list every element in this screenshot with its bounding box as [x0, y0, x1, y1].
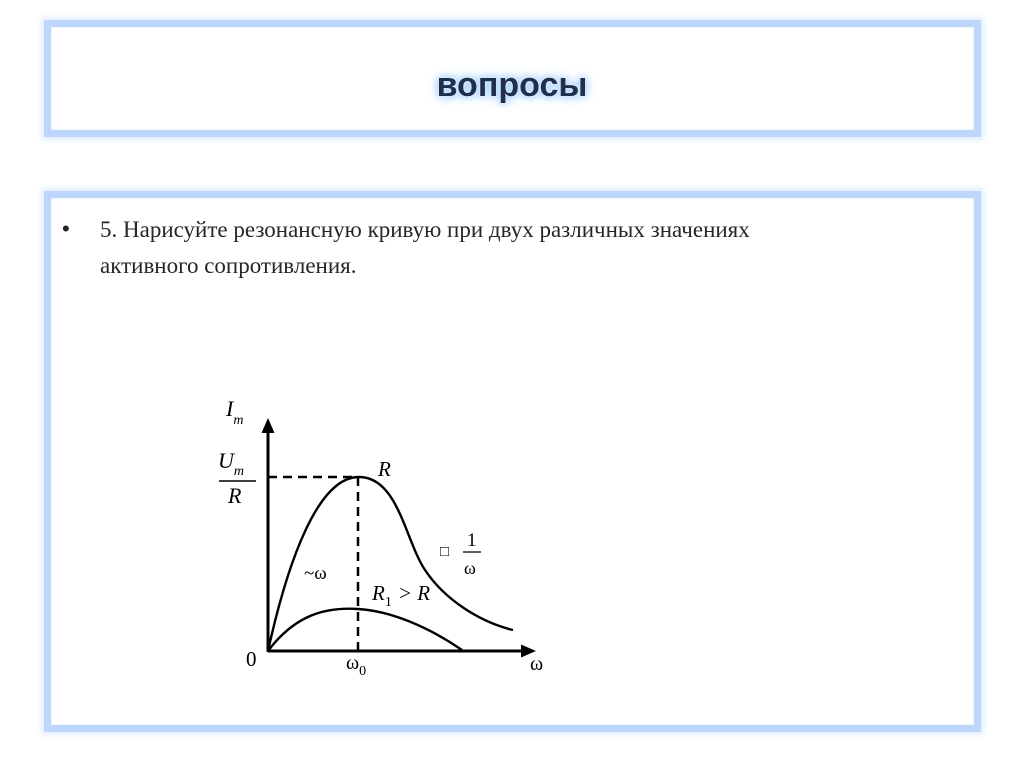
y-axis-label-main: I	[226, 396, 234, 421]
curve-r1-label	[371, 581, 430, 610]
omega0-sub: 0	[359, 664, 367, 679]
curve-r1-main: R	[372, 581, 385, 605]
y-axis-arrow	[262, 418, 275, 433]
omega0-label	[346, 652, 366, 679]
curve-r1-sub: 1	[384, 595, 392, 610]
falling-denominator: ω	[464, 558, 476, 578]
curve-r1-relation: > R	[397, 581, 431, 605]
bullet-marker: •	[62, 216, 70, 241]
peak-numerator	[218, 448, 244, 479]
peak-numerator-main: U	[218, 448, 234, 473]
peak-numerator-sub: m	[233, 464, 245, 479]
rising-slope-label: ~ω	[304, 563, 327, 584]
peak-denominator: R	[228, 483, 242, 508]
y-axis-label	[225, 396, 243, 428]
resonance-curve-r1	[268, 609, 462, 651]
falling-glyph: □	[440, 544, 450, 560]
falling-numerator: 1	[467, 530, 477, 551]
slide-title: вопросы	[436, 66, 588, 104]
curve-r-label: R	[378, 457, 391, 481]
question-line-2: активного сопротивления.	[100, 253, 357, 278]
origin-label: 0	[246, 647, 257, 671]
y-axis-label-sub: m	[233, 413, 244, 428]
omega0-main: ω	[346, 652, 360, 674]
x-axis-label: ω	[530, 653, 544, 675]
question-line-1: 5. Нарисуйте резонансную кривую при двух различных значениях	[100, 217, 750, 242]
